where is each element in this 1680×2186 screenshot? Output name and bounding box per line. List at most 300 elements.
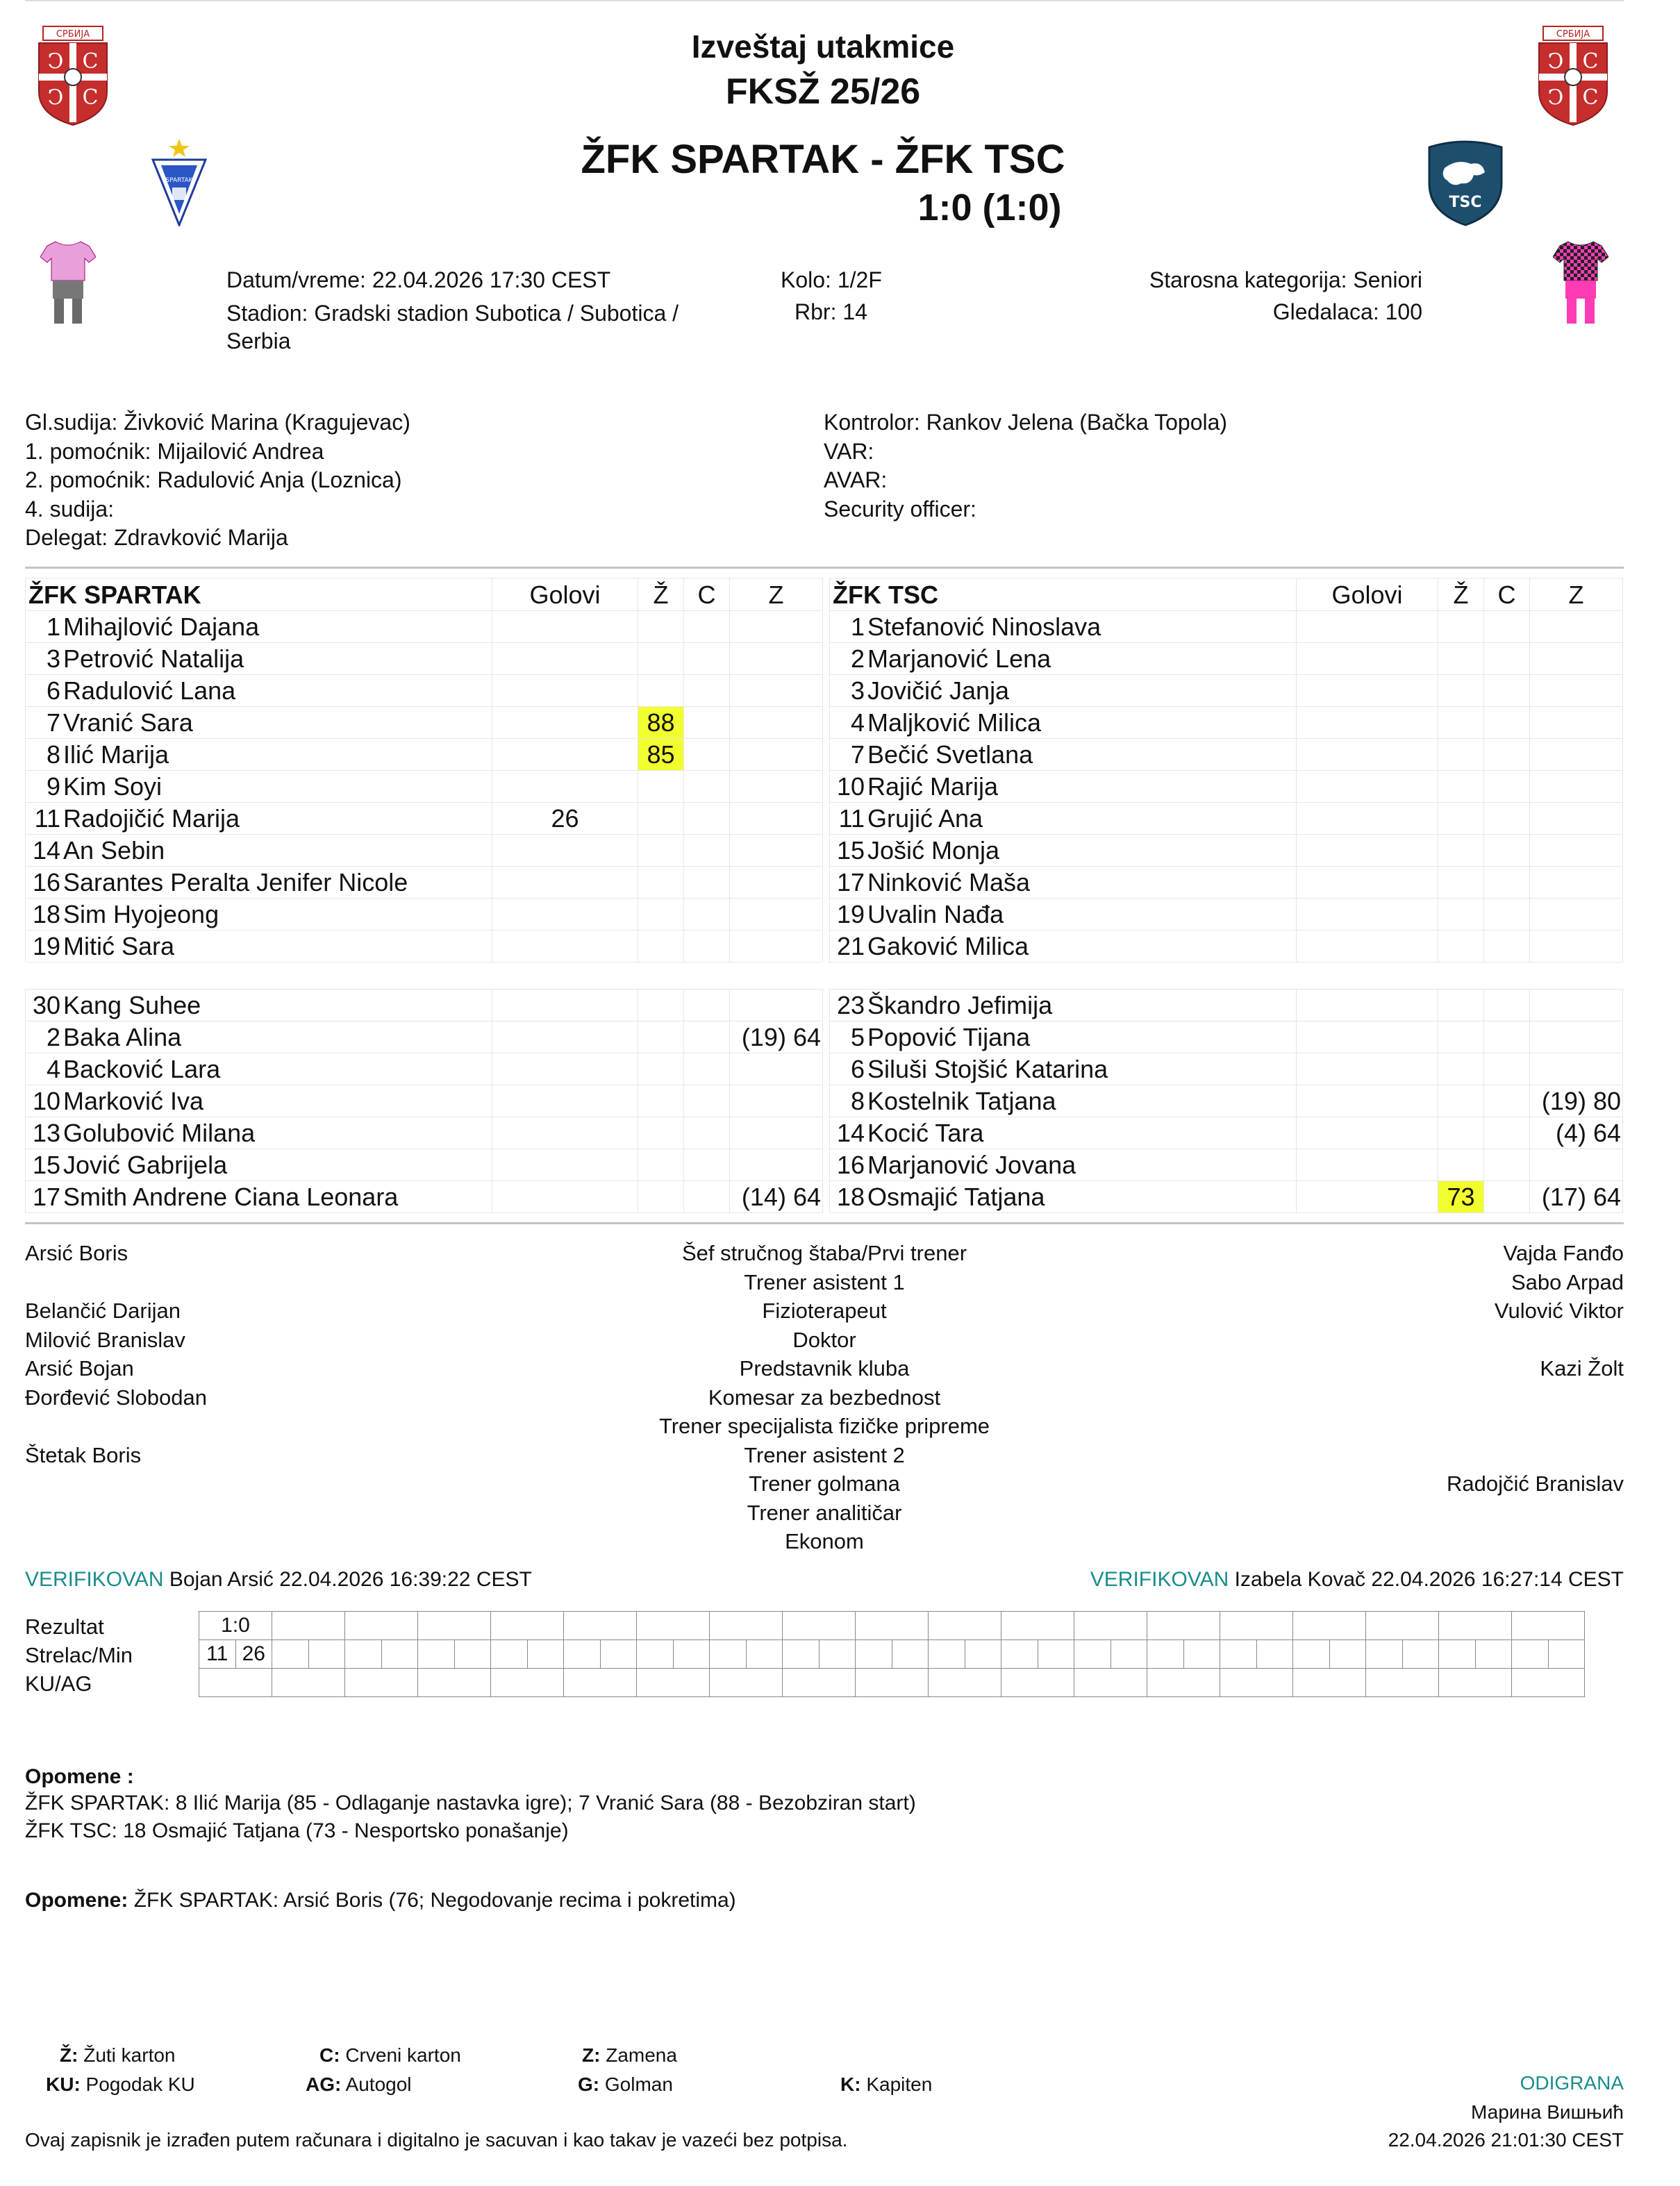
player-name: Kocić Tara <box>867 1119 984 1147</box>
substitution-cell <box>1530 739 1623 771</box>
goals-cell <box>492 899 638 931</box>
player-row <box>26 643 823 675</box>
red-card-cell <box>684 803 730 835</box>
player-cell <box>830 771 1297 803</box>
score-grid-cell <box>710 1612 783 1640</box>
score-grid-cell <box>1220 1669 1293 1697</box>
crest-text: СРБИЈА <box>1556 29 1590 40</box>
age-category: Starosna kategorija: Seniori <box>1149 267 1422 292</box>
staff-row <box>25 1268 1624 1296</box>
player-name: Osmajić Tatjana <box>867 1183 1045 1211</box>
staff-cautions-title: Opomene: <box>25 1889 128 1912</box>
player-cell <box>26 611 492 643</box>
yellow-card-cell <box>638 1149 684 1181</box>
player-row <box>26 931 823 962</box>
substitution-cell <box>1530 675 1623 707</box>
player-row <box>830 931 1623 962</box>
substitution-cell <box>730 803 823 835</box>
fourth-official: 4. sudija: <box>25 496 115 522</box>
substitution-cell <box>1530 1021 1623 1053</box>
staff-row <box>25 1469 1624 1498</box>
score-grid-cell <box>856 1640 892 1669</box>
svg-text:Ͻ: Ͻ <box>47 85 64 110</box>
home-team-name: ŽFK SPARTAK <box>26 578 492 611</box>
cautions-home: ŽFK SPARTAK: 8 Ilić Marija (85 - Odlaganje nastavka igre); 7 Vranić Sara (88 - Bezobziran start) <box>25 1792 916 1814</box>
score-grid-cell <box>1220 1640 1257 1669</box>
home-staff-name: Arsić Boris <box>25 1241 128 1265</box>
player-number: 15 <box>836 836 865 865</box>
player-number: 2 <box>46 1023 60 1051</box>
substitution-cell <box>730 1117 823 1149</box>
legend-ag: AG: Autogol <box>306 2074 412 2095</box>
player-cell <box>26 739 492 771</box>
score-grid-cell <box>929 1669 1001 1697</box>
player-cell <box>830 1085 1297 1117</box>
player-cell <box>830 835 1297 867</box>
goals-cell <box>1297 1085 1438 1117</box>
red-card-cell <box>684 1085 730 1117</box>
score-grid-cell <box>491 1612 564 1640</box>
red-card-cell <box>1484 1085 1530 1117</box>
svg-text:Ͻ: Ͻ <box>1547 49 1564 74</box>
goals-cell <box>492 611 638 643</box>
player-row <box>830 1181 1623 1213</box>
home-staff-name: Đorđević Slobodan <box>25 1385 207 1410</box>
verified-label: VERIFIKOVAN <box>25 1568 164 1591</box>
player-number: 11 <box>34 804 60 833</box>
yellow-card-cell <box>1438 1149 1484 1181</box>
staff-row <box>25 1499 1624 1527</box>
score-grid-cell <box>819 1640 856 1669</box>
player-number: 17 <box>32 1183 60 1211</box>
player-cell <box>26 1085 492 1117</box>
score-grid-cell <box>1147 1640 1184 1669</box>
goals-cell <box>1297 1117 1438 1149</box>
player-name: Sarantes Peralta Jenifer Nicole <box>63 868 408 896</box>
red-card-cell <box>1484 931 1530 962</box>
substitution-cell: (19) 80 <box>1530 1085 1623 1117</box>
player-number: 1 <box>46 612 60 641</box>
player-number: 21 <box>836 932 865 960</box>
player-number: 19 <box>836 900 865 928</box>
match-stadium: Stadion: Gradski stadion Subotica / Subotica / Serbia <box>226 301 679 353</box>
player-number: 23 <box>836 991 865 1019</box>
assistant-2: 2. pomoćnik: Radulović Anja (Loznica) <box>25 467 402 492</box>
player-cell <box>830 867 1297 899</box>
col-red: C <box>684 578 730 611</box>
substitution-cell <box>730 1149 823 1181</box>
yellow-card-cell <box>638 990 684 1021</box>
player-number: 6 <box>850 1055 865 1083</box>
player-row <box>26 1117 823 1149</box>
player-number: 8 <box>850 1087 865 1115</box>
staff-row <box>25 1354 1624 1383</box>
player-number: 8 <box>46 740 60 769</box>
report-title: Izveštaj utakmice <box>691 28 955 65</box>
goals-cell <box>1297 1021 1438 1053</box>
staff-role: Trener golmana <box>749 1471 900 1496</box>
score-grid-cell <box>1001 1612 1074 1640</box>
legend-goalkeeper: G: Golman <box>578 2074 673 2095</box>
score-grid-cell <box>1256 1640 1293 1669</box>
player-row <box>830 739 1623 771</box>
red-card-cell <box>684 675 730 707</box>
score-grid-cell <box>345 1669 418 1697</box>
score-grid-cell <box>1038 1640 1074 1669</box>
player-number: 9 <box>46 772 60 801</box>
yellow-card-cell <box>1438 990 1484 1021</box>
player-name: Sim Hyojeong <box>63 900 219 928</box>
score-grid-cell <box>272 1612 345 1640</box>
score-grid-cell <box>1220 1612 1293 1640</box>
player-row <box>26 1181 823 1213</box>
player-cell <box>26 1149 492 1181</box>
red-card-cell <box>684 867 730 899</box>
player-row <box>26 990 823 1021</box>
red-card-cell <box>684 931 730 962</box>
svg-text:C: C <box>1582 49 1599 74</box>
score-grid-cell <box>345 1612 418 1640</box>
score-grid-cell <box>1147 1612 1220 1640</box>
staff-cautions <box>25 1887 736 1914</box>
player-cell <box>26 899 492 931</box>
player-name: Mitić Sara <box>63 932 175 960</box>
match-title: ŽFK SPARTAK - ŽFK TSC <box>581 137 1065 182</box>
player-cell <box>26 1117 492 1149</box>
substitution-cell <box>1530 643 1623 675</box>
red-card-cell <box>684 835 730 867</box>
player-number: 1 <box>850 612 865 641</box>
player-cell <box>830 643 1297 675</box>
goals-cell: 26 <box>492 803 638 835</box>
score-grid-cell <box>1366 1640 1403 1669</box>
player-number: 2 <box>850 644 865 673</box>
col-goals: Golovi <box>1297 578 1438 611</box>
player-row <box>26 707 823 739</box>
player-name: Vranić Sara <box>63 708 193 737</box>
staff-role: Trener specijalista fizičke pripreme <box>658 1414 990 1438</box>
score-grid-cell <box>491 1640 528 1669</box>
player-name: Mihajlović Dajana <box>63 612 260 641</box>
substitution-cell <box>1530 867 1623 899</box>
yellow-card-cell <box>1438 1117 1484 1149</box>
score-grid-cell <box>892 1640 929 1669</box>
substitution-cell <box>730 675 823 707</box>
divider-officials <box>25 567 1624 569</box>
score-grid-cell <box>1439 1640 1476 1669</box>
player-cell <box>830 990 1297 1021</box>
staff-row <box>25 1441 1624 1469</box>
score-grid-row <box>199 1640 1585 1669</box>
player-row <box>26 1085 823 1117</box>
player-name: Siluši Stojšić Katarina <box>867 1055 1108 1083</box>
substitution-cell: (14) 64 <box>730 1181 823 1213</box>
player-number: 30 <box>32 991 60 1019</box>
substitution-cell <box>730 899 823 931</box>
score-grid-cell <box>1001 1640 1038 1669</box>
substitution-cell <box>730 707 823 739</box>
red-card-cell <box>684 1053 730 1085</box>
staff-role: Komesar za bezbednost <box>708 1385 941 1410</box>
red-card-cell <box>1484 675 1530 707</box>
home-kit-icon <box>40 239 96 325</box>
player-number: 16 <box>836 1151 865 1179</box>
goals-cell <box>492 1021 638 1053</box>
player-cell <box>26 643 492 675</box>
staff-role: Šef stručnog štaba/Prvi trener <box>681 1241 967 1265</box>
goals-cell <box>492 1053 638 1085</box>
player-number: 11 <box>838 804 865 833</box>
red-card-cell <box>1484 1021 1530 1053</box>
avar: AVAR: <box>824 467 888 492</box>
goals-cell <box>1297 867 1438 899</box>
match-round: Kolo: 1/2F <box>781 267 882 292</box>
yellow-card-cell <box>638 899 684 931</box>
player-row <box>830 899 1623 931</box>
staff-row <box>25 1296 1624 1325</box>
staff-row <box>25 1412 1624 1440</box>
red-card-cell <box>1484 990 1530 1021</box>
svg-text:Ͻ: Ͻ <box>47 49 64 74</box>
goals-cell <box>492 835 638 867</box>
yellow-card-cell <box>1438 707 1484 739</box>
player-name: Jovičić Janja <box>867 676 1010 705</box>
score-grid-cell <box>1074 1669 1147 1697</box>
goals-cell <box>1297 611 1438 643</box>
player-row <box>26 1053 823 1085</box>
goals-cell <box>1297 675 1438 707</box>
verified-label: VERIFIKOVAN <box>1090 1568 1229 1591</box>
away-staff-name: Vajda Fanđo <box>1503 1241 1624 1265</box>
goals-cell <box>1297 1053 1438 1085</box>
yellow-card-cell <box>1438 675 1484 707</box>
col-sub: Z <box>1530 578 1623 611</box>
score-grid-cell <box>272 1640 309 1669</box>
red-card-cell <box>1484 1149 1530 1181</box>
player-row <box>26 1149 823 1181</box>
player-name: Marjanović Lena <box>867 644 1051 673</box>
score-grid-cell <box>1548 1640 1585 1669</box>
player-name: Golubović Milana <box>63 1119 256 1147</box>
score-grid-cell <box>1147 1669 1220 1697</box>
goals-cell <box>1297 739 1438 771</box>
score-grid-cell <box>418 1612 491 1640</box>
score-grid-cell <box>1329 1640 1366 1669</box>
goals-cell <box>492 1149 638 1181</box>
player-cell <box>26 675 492 707</box>
red-card-cell <box>1484 739 1530 771</box>
legend-sub: Z: Zamena <box>582 2044 677 2066</box>
player-name: Kostelnik Tatjana <box>867 1087 1056 1115</box>
player-number: 18 <box>836 1183 865 1211</box>
substitution-cell <box>1530 990 1623 1021</box>
away-staff-name: Sabo Arpad <box>1511 1269 1624 1294</box>
staff-role: Doktor <box>792 1327 856 1352</box>
player-row <box>830 771 1623 803</box>
red-card-cell <box>684 1149 730 1181</box>
label-result: Rezultat <box>25 1615 104 1639</box>
player-row <box>26 1021 823 1053</box>
player-row <box>830 1149 1623 1181</box>
col-yellow: Ž <box>638 578 684 611</box>
player-cell <box>26 931 492 962</box>
player-cell <box>26 707 492 739</box>
goals-cell <box>492 1117 638 1149</box>
away-staff-name: Vulović Viktor <box>1494 1299 1624 1323</box>
red-card-cell <box>684 1021 730 1053</box>
player-number: 7 <box>46 708 60 737</box>
player-number: 3 <box>46 644 60 673</box>
player-row <box>26 611 823 643</box>
substitution-cell <box>1530 931 1623 962</box>
substitution-cell: (17) 64 <box>1530 1181 1623 1213</box>
competition-title: FKSŽ 25/26 <box>725 72 921 112</box>
match-datetime: Datum/vreme: 22.04.2026 17:30 CEST <box>226 267 611 292</box>
col-sub: Z <box>730 578 823 611</box>
player-row <box>26 771 823 803</box>
goals-cell <box>1297 643 1438 675</box>
score-grid-cell <box>600 1640 637 1669</box>
score-grid-cell <box>710 1640 747 1669</box>
top-rule <box>25 0 1624 1</box>
divider-lineups <box>25 1222 1624 1224</box>
home-lineup-header <box>26 578 823 611</box>
yellow-card-cell <box>638 643 684 675</box>
player-cell <box>830 899 1297 931</box>
staff-role: Trener asistent 1 <box>744 1269 905 1294</box>
goals-cell <box>492 931 638 962</box>
away-staff-name: Kazi Žolt <box>1540 1356 1624 1380</box>
player-cell <box>830 1021 1297 1053</box>
yellow-card-cell <box>1438 867 1484 899</box>
player-number: 14 <box>32 836 60 865</box>
assistant-1: 1. pomoćnik: Mijailović Andrea <box>25 438 324 464</box>
signer-name: Марина Вишњић <box>1471 2101 1624 2123</box>
svg-text:C: C <box>82 85 99 110</box>
yellow-card-cell <box>1438 899 1484 931</box>
goals-cell <box>492 739 638 771</box>
player-row <box>26 899 823 931</box>
substitution-cell <box>1530 771 1623 803</box>
red-card-cell <box>1484 1117 1530 1149</box>
home-staff-name: Milović Branislav <box>25 1327 185 1352</box>
cautions-title: Opomene : <box>25 1765 134 1788</box>
player-row <box>26 867 823 899</box>
yellow-card-cell <box>638 835 684 867</box>
label-scorer: Strelac/Min <box>25 1643 133 1667</box>
substitution-cell <box>1530 803 1623 835</box>
player-cell <box>26 990 492 1021</box>
player-number: 16 <box>32 868 60 896</box>
score-grid-cell <box>1366 1669 1439 1697</box>
goals-cell <box>492 867 638 899</box>
yellow-card-cell <box>1438 739 1484 771</box>
player-number: 17 <box>836 868 865 896</box>
player-row <box>830 1053 1623 1085</box>
match-number: Rbr: 14 <box>795 299 867 324</box>
player-cell <box>26 1053 492 1085</box>
substitution-cell <box>730 771 823 803</box>
player-cell <box>830 1117 1297 1149</box>
away-verified-by: Izabela Kovač 22.04.2026 16:27:14 CEST <box>1234 1568 1624 1591</box>
controller: Kontrolor: Rankov Jelena (Bačka Topola) <box>824 410 1228 435</box>
player-row <box>830 867 1623 899</box>
red-card-cell <box>1484 643 1530 675</box>
goals-cell <box>1297 931 1438 962</box>
player-name: Gaković Milica <box>867 932 1029 960</box>
var: VAR: <box>824 438 874 464</box>
yellow-card-cell <box>638 867 684 899</box>
score-grid-cell <box>1293 1612 1366 1640</box>
home-staff-name: Belančić Darijan <box>25 1299 181 1323</box>
delegate: Delegat: Zdravković Marija <box>25 525 288 550</box>
player-number: 5 <box>850 1023 865 1051</box>
score-grid-cell <box>637 1669 710 1697</box>
score-grid-row <box>199 1612 1585 1640</box>
player-row <box>830 803 1623 835</box>
score-grid-cell <box>637 1612 710 1640</box>
yellow-card-cell <box>638 931 684 962</box>
red-card-cell <box>684 707 730 739</box>
score-grid-cell <box>1293 1669 1366 1697</box>
player-name: Smith Andrene Ciana Leonara <box>63 1183 399 1211</box>
red-card-cell <box>684 899 730 931</box>
score-grid-cell <box>673 1640 710 1669</box>
substitution-cell <box>730 611 823 643</box>
score-grid-labels <box>25 1612 133 1698</box>
home-staff-name: Arsić Bojan <box>25 1356 134 1380</box>
red-card-cell <box>684 739 730 771</box>
player-number: 10 <box>32 1087 60 1115</box>
player-name: Uvalin Nađa <box>867 900 1004 928</box>
score-grid <box>199 1611 1585 1697</box>
score-grid-cell <box>272 1669 345 1697</box>
score-grid-cell <box>783 1640 820 1669</box>
staff-row <box>25 1527 1624 1555</box>
goals-cell <box>1297 1149 1438 1181</box>
substitution-cell <box>730 739 823 771</box>
legend-ku: KU: Pogodak KU <box>46 2074 195 2095</box>
score-grid-cell <box>1001 1669 1074 1697</box>
score-grid-cell <box>527 1640 564 1669</box>
goals-cell <box>492 990 638 1021</box>
red-card-cell <box>1484 771 1530 803</box>
yellow-card-cell <box>1438 643 1484 675</box>
player-name: Stefanović Ninoslava <box>867 612 1101 641</box>
player-row <box>830 1085 1623 1117</box>
legend-red: C: Crveni karton <box>319 2044 461 2066</box>
score-grid-cell <box>1439 1612 1512 1640</box>
away-lineup-table <box>829 578 1623 1213</box>
signature-timestamp: 22.04.2026 21:01:30 CEST <box>1388 2129 1624 2151</box>
score-grid-cell <box>1512 1612 1585 1640</box>
goals-cell <box>1297 803 1438 835</box>
goals-cell <box>492 771 638 803</box>
yellow-card-cell <box>1438 1021 1484 1053</box>
score-grid-cell <box>1074 1640 1111 1669</box>
goals-cell <box>492 1181 638 1213</box>
player-cell <box>26 835 492 867</box>
substitution-cell <box>730 643 823 675</box>
officials-right <box>824 408 1227 524</box>
score-grid-cell <box>345 1640 382 1669</box>
player-name: Jović Gabrijela <box>63 1151 228 1179</box>
player-name: Škandro Jefimija <box>867 991 1053 1019</box>
player-number: 3 <box>850 676 865 705</box>
player-row <box>830 643 1623 675</box>
player-cell <box>26 867 492 899</box>
player-cell <box>26 1021 492 1053</box>
